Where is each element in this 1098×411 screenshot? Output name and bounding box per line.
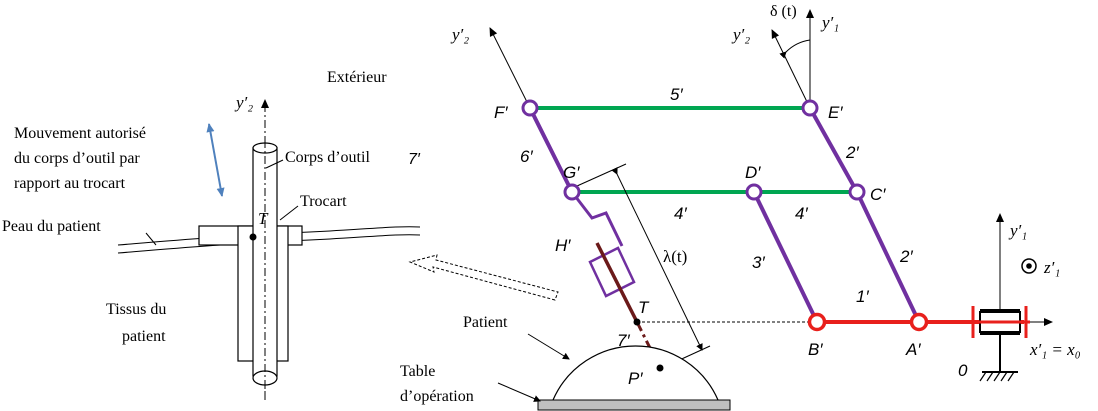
patient-label: Patient (463, 314, 508, 331)
delta-label: δ (t) (770, 3, 797, 20)
skin-label: Peau du patient (2, 218, 101, 235)
motion-label-line3: rapport au trocart (14, 175, 126, 192)
label-h: H′ (555, 236, 571, 255)
zoom-arrow (410, 255, 558, 300)
table-label-line2: d’opération (400, 388, 474, 405)
tool-axis-label: y′₂ (236, 93, 254, 112)
joint-d (747, 185, 761, 199)
axis-y1-top-label: y′₁ (822, 13, 840, 32)
trocar-leader (280, 206, 298, 220)
joint-a (912, 315, 927, 330)
motion-label-line2: du corps d’outil par (14, 150, 140, 167)
link-6-lower (572, 192, 622, 246)
label-g: G′ (563, 163, 580, 182)
label-link-2-upper: 2′ (846, 143, 859, 162)
axis-y2-left-label: y′₂ (452, 25, 470, 44)
label-e: E′ (828, 103, 843, 122)
label-link-4-left: 4′ (674, 204, 687, 223)
label-a: A′ (906, 340, 921, 359)
joint-b (810, 315, 825, 330)
label-link-5: 5′ (670, 85, 683, 104)
point-p-dot (657, 365, 664, 372)
frame-axis-z1-dot (1026, 263, 1032, 269)
joint-f (523, 101, 537, 115)
axis-y2-left (490, 28, 530, 108)
label-link-3: 3′ (752, 253, 765, 272)
tool-number-label: 7′ (408, 151, 420, 168)
label-b: B′ (808, 340, 823, 359)
tissue-label-line2: patient (122, 328, 166, 345)
joint-g (565, 185, 579, 199)
table-leader (498, 383, 540, 401)
label-link-1: 1′ (856, 287, 869, 306)
trocar-point-label: T (258, 209, 268, 228)
table-label-line1: Table (400, 363, 436, 380)
tool-body (253, 148, 277, 376)
left-detail-view (2, 93, 421, 400)
label-link-6: 6′ (520, 147, 533, 166)
frame-axis-y1-label: y′₁ (1010, 221, 1028, 240)
tool-body-label: Corps d’outil (285, 149, 370, 166)
trocar-label: Trocart (300, 193, 347, 210)
label-link-7: 7′ (617, 331, 630, 350)
tissue-label-line1: Tissus du (106, 301, 167, 318)
motion-label-line1: Mouvement autorisé (14, 125, 146, 142)
label-f: F′ (494, 103, 508, 122)
label-t: T (638, 298, 649, 317)
frame-axis-x-label: x′₁ = x₀ (1030, 340, 1081, 359)
label-c: C′ (870, 185, 886, 204)
base-frame (958, 214, 1081, 381)
joint-e (803, 101, 817, 115)
lambda-dimension (617, 174, 702, 350)
skin-leader (146, 233, 156, 245)
lambda-ext-top (577, 164, 626, 186)
frame-axis-z1-label: z′₁ (1044, 258, 1061, 277)
operating-table (538, 400, 730, 410)
allowed-motion-arrow (209, 124, 222, 196)
patient-leader (528, 334, 569, 359)
ground-number: 0 (958, 361, 968, 380)
label-d: D′ (745, 163, 761, 182)
exterior-label: Extérieur (327, 69, 387, 86)
ground-hatching (980, 372, 1014, 381)
lambda-label: λ(t) (663, 247, 688, 266)
label-link-2-lower: 2′ (900, 247, 913, 266)
label-p: P′ (628, 369, 643, 388)
point-t-dot (634, 319, 641, 326)
delta-arc (786, 40, 810, 52)
label-link-4-right: 4′ (795, 204, 808, 223)
trocar-point-dot (250, 234, 257, 241)
mechanism (327, 3, 1024, 410)
joint-c (850, 185, 864, 199)
axis-y2-top-label: y′₂ (733, 25, 751, 44)
